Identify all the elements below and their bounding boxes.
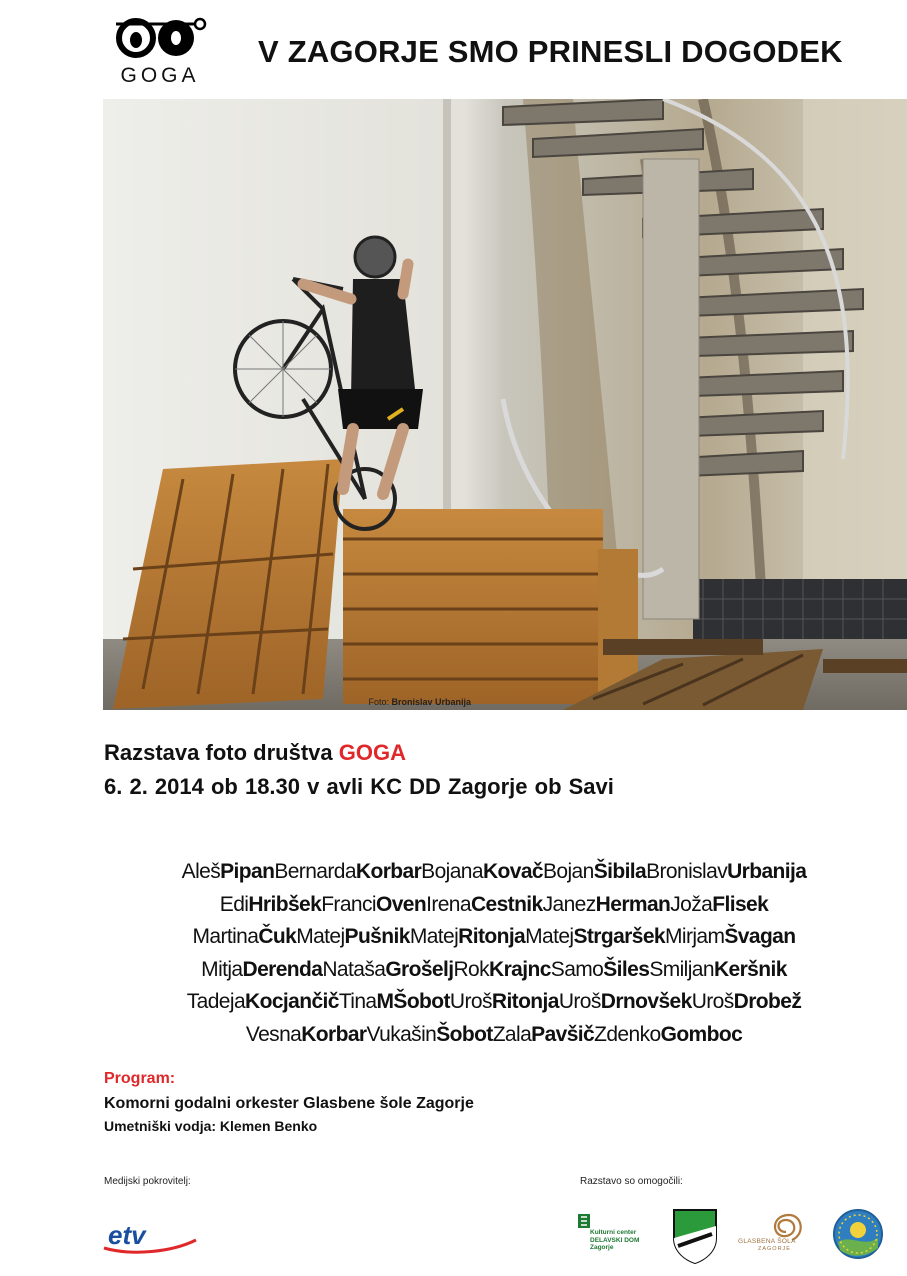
author-last-name: Oven [375,892,427,916]
author-last-name: Grošelj [385,957,454,981]
author-last-name: Urbanija [727,860,807,883]
author-last-name: Šobot [436,1022,493,1046]
exhibition-prefix: Razstava foto društva [104,740,339,765]
author-first-name: Smiljan [649,957,714,981]
author-first-name: Janez [542,892,596,916]
author-first-name: Uroš [691,990,734,1013]
author-last-name: Šibila [593,860,647,883]
logo-text: GOGA [120,64,200,87]
author-first-name: Rok [453,957,490,981]
kc-line-3: Zagorje [590,1244,614,1251]
exhibition-society: GOGA [338,740,406,765]
page-title: V ZAGORJE SMO PRINESLI DOGODEK [258,34,843,69]
glasbena-sola-subtext: ZAGORJE [758,1246,791,1252]
author-first-name: Nataša [322,957,386,981]
etv-text: etv [108,1222,146,1250]
author-first-name: Bronislav [646,860,728,883]
author-last-name: Čuk [258,925,297,948]
author-first-name: Franci [321,892,376,916]
author-first-name: Samo [550,957,604,981]
author-names [90,856,898,1051]
round-emblem-logo [832,1208,884,1260]
author-first-name: Irena [426,892,471,916]
names-line [90,954,898,987]
author-last-name: Kocjančič [245,990,339,1013]
author-last-name: Korbar [355,860,422,883]
author-first-name: Bojana [421,860,483,883]
names-line [90,921,898,954]
author-last-name: Strgaršek [573,925,665,948]
author-last-name: Drobež [733,990,802,1013]
names-line [90,986,898,1019]
photo-credit [368,697,471,707]
author-last-name: Švagan [724,925,796,948]
author-first-name: Uroš [558,990,601,1013]
author-first-name: Martina [192,925,259,948]
names-line [90,856,898,889]
author-last-name: Drnovšek [600,990,692,1013]
author-last-name: Pavšič [531,1022,595,1046]
bike-trial-photo [103,99,907,710]
author-first-name: Uroš [449,990,492,1013]
program-line-2: Umetniški vodja: Klemen Benko [104,1118,318,1134]
author-first-name: Tadeja [186,990,246,1013]
author-last-name: Kovač [482,860,543,883]
supporters-label: Razstavo so omogočili: [580,1176,683,1187]
program-heading: Program: [104,1070,176,1087]
author-last-name: Flisek [712,892,769,916]
author-first-name: Zala [492,1022,532,1046]
credit-prefix: Foto: [368,697,392,707]
author-first-name: Mirjam [665,925,725,948]
exhibition-date-place: 6. 2. 2014 ob 18.30 v avli KC DD Zagorje ob Savi [104,774,614,799]
names-line [90,889,898,922]
kc-line-2: DELAVSKI DOM [590,1236,640,1244]
author-first-name: Vukašin [366,1022,437,1046]
author-last-name: Hribšek [248,892,322,916]
etv-logo [102,1222,198,1254]
author-last-name: Pipan [220,860,275,883]
author-last-name: Keršnik [713,957,787,981]
author-first-name: Matej [296,925,345,948]
author-first-name: Joža [670,892,713,916]
author-last-name: Krajnc [489,957,551,981]
media-sponsor-label: Medijski pokrovitelj: [104,1176,191,1187]
author-last-name: Derenda [242,957,323,981]
author-last-name: Šiles [603,957,650,981]
credit-name: Bronislav Urbanija [391,697,471,707]
kulturni-center-text [590,1229,639,1252]
exhibition-title [104,740,406,766]
author-last-name: Cestnik [470,892,543,916]
author-first-name: Aleš [181,860,221,883]
names-line [90,1019,898,1052]
author-last-name: Korbar [301,1022,367,1046]
author-first-name: Edi [219,892,249,916]
author-first-name: Mitja [201,957,243,981]
author-first-name: Tina [338,990,377,1013]
program-line-1: Komorni godalni orkester Glasbene šole Zagorje [104,1095,474,1112]
author-first-name: Matej [525,925,574,948]
author-last-name: Pušnik [344,925,410,948]
author-last-name: Herman [595,892,671,916]
author-last-name: Ritonja [491,990,559,1013]
glasbena-sola-text: GLASBENA ŠOLA [738,1238,796,1245]
author-last-name: MŠobot [376,990,450,1013]
author-last-name: Ritonja [458,925,526,948]
kc-line-1: Kulturni center [590,1229,637,1236]
author-first-name: Zdenko [594,1022,661,1046]
author-first-name: Bernarda [274,860,356,883]
author-first-name: Bojan [542,860,594,883]
zagorje-crest-logo [672,1208,718,1264]
event-photo [103,99,907,710]
author-last-name: Gomboc [660,1022,743,1046]
author-first-name: Vesna [245,1022,302,1046]
author-first-name: Matej [409,925,459,948]
